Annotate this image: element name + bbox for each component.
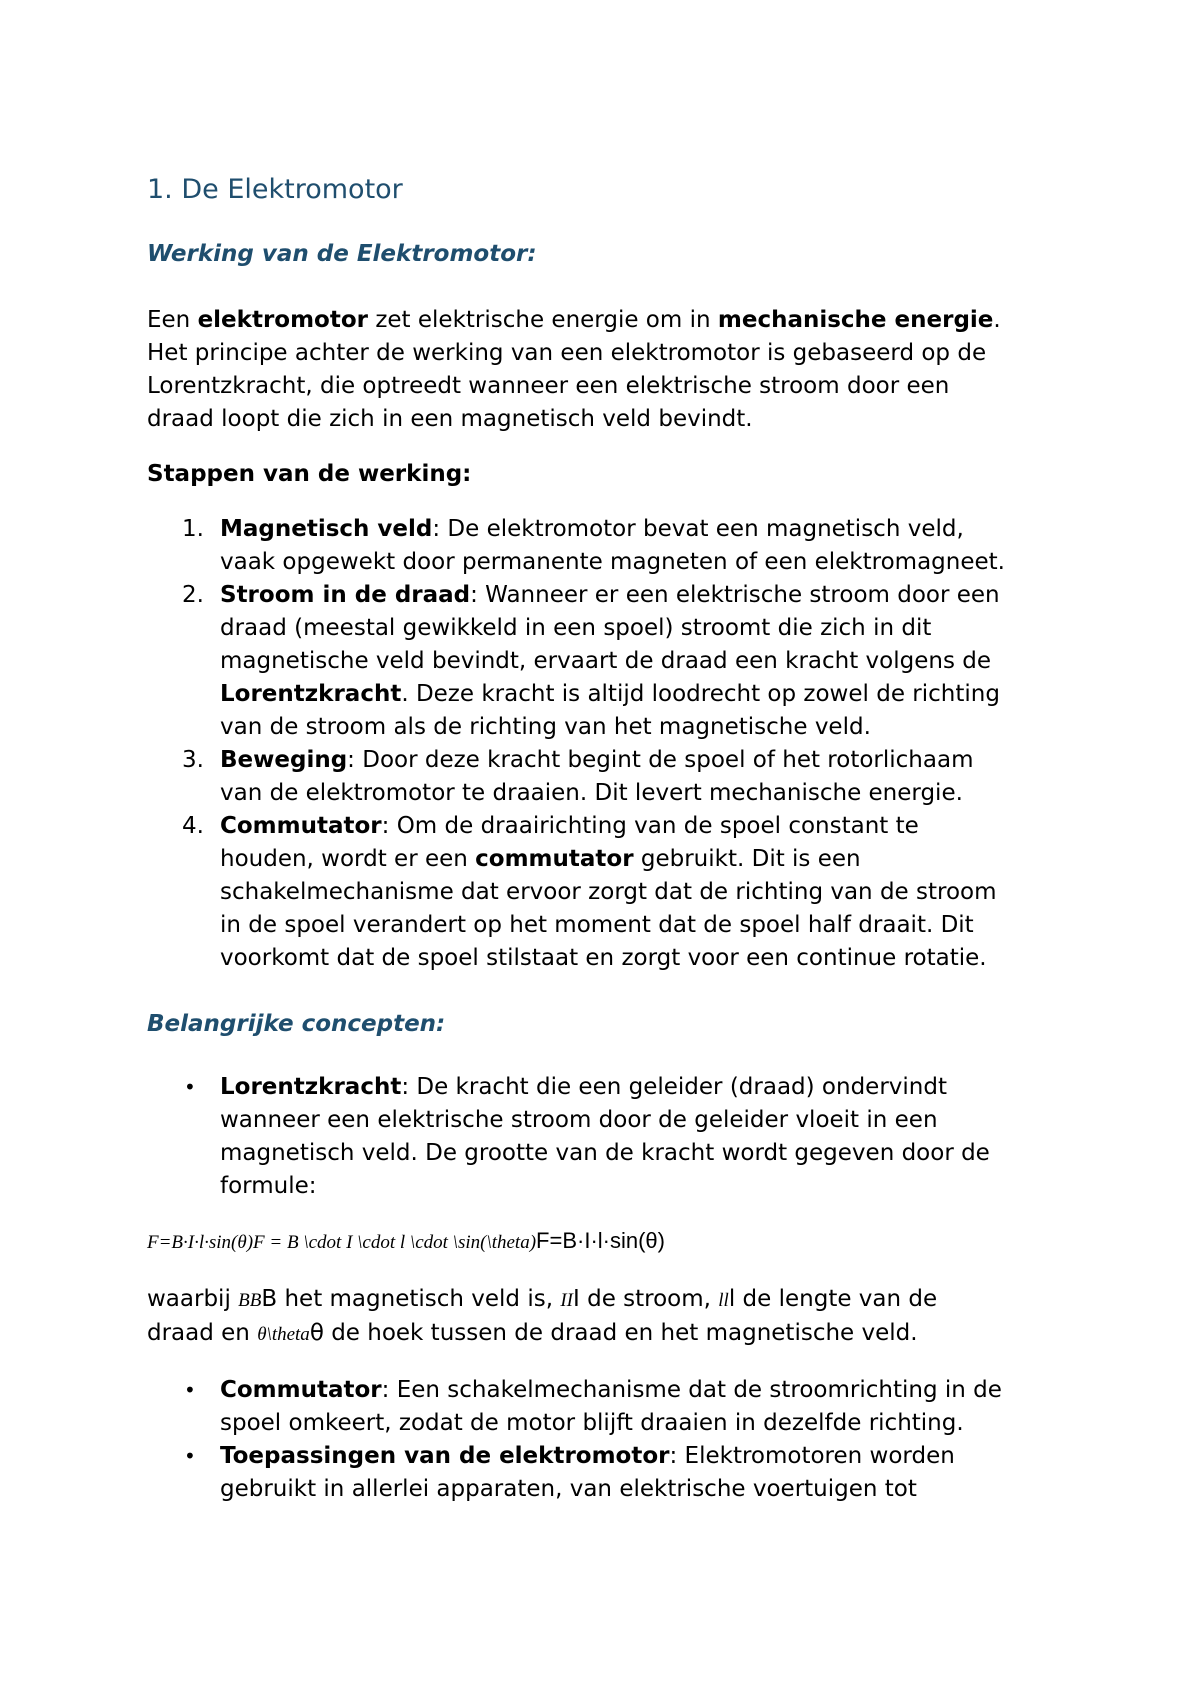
concept-term: Commutator (220, 1377, 382, 1403)
formula-explanation (147, 1283, 1067, 1351)
document-title: 1. De Elektromotor (147, 174, 403, 205)
concept-term: Lorentzkracht (220, 1074, 402, 1100)
step-text: magnetische veld bevindt, ervaart de draad een kracht volgens de (220, 648, 991, 674)
concept-text: formule: (220, 1173, 317, 1199)
concept-text: : Een schakelmechanisme dat de stroomrichting in de (381, 1377, 1002, 1403)
step-text: vaak opgewekt door permanente magneten of een elektromagneet. (220, 549, 1005, 575)
step-text: : Om de draairichting van de spoel constant te (381, 813, 919, 839)
concept-term: Toepassingen van de elektromotor (220, 1443, 670, 1469)
explanation-text: I de stroom, (573, 1286, 719, 1312)
concept-text: : Elektromotoren worden (669, 1443, 955, 1469)
explanation-text: B het magnetisch veld is, (261, 1286, 561, 1312)
explanation-text: l de lengte van de (728, 1286, 938, 1312)
step-text: draad (meestal gewikkeld in een spoel) stroomt die zich in dit (220, 615, 932, 641)
list-item (147, 810, 1067, 975)
step-text: schakelmechanisme dat ervoor zorgt dat de richting van de stroom (220, 879, 997, 905)
section-heading-werking: Werking van de Elektromotor: (147, 241, 537, 267)
intro-line-4: draad loopt die zich in een magnetisch veld bevindt. (147, 406, 753, 432)
inline-tex: BB (238, 1290, 262, 1311)
intro-line-2: Het principe achter de werking van een elektromotor is gebaseerd op de (147, 340, 987, 366)
steps-list (147, 513, 1067, 975)
concepts-list (147, 1071, 1067, 1203)
concept-text: gebruikt in allerlei apparaten, van elektrische voertuigen tot (220, 1476, 917, 1502)
inline-tex: II (560, 1290, 573, 1311)
list-item (147, 1440, 1067, 1506)
concepts-list-continued (147, 1374, 1067, 1506)
step-term: Lorentzkracht (220, 681, 402, 707)
list-item (147, 579, 1067, 744)
list-item (147, 1071, 1067, 1203)
intro-paragraph (147, 304, 1067, 436)
lorentz-formula (147, 1224, 1067, 1259)
list-item (147, 1374, 1067, 1440)
explanation-text: draad en (147, 1320, 258, 1346)
explanation-text: θ de hoek tussen de draad en het magnetische veld. (309, 1320, 918, 1346)
stappen-heading: Stappen van de werking: (147, 461, 472, 487)
step-text: houden, wordt er een (220, 846, 476, 872)
intro-text: zet elektrische energie om in (368, 307, 718, 333)
concept-text: magnetisch veld. De grootte van de kracht wordt gegeven door de (220, 1140, 990, 1166)
step-term: Magnetisch veld (220, 516, 433, 542)
bullet-icon: • (184, 1444, 196, 1468)
concept-text: wanneer een elektrische stroom door de geleider vloeit in een (220, 1107, 938, 1133)
inline-tex: ll (718, 1290, 729, 1311)
step-term: commutator (475, 846, 634, 872)
step-text: : De elektromotor bevat een magnetisch veld, (432, 516, 964, 542)
inline-tex: θ\theta (257, 1324, 310, 1345)
step-term: Commutator (220, 813, 382, 839)
formula-rendered: F=B·I·l·sin(θ) (536, 1228, 665, 1253)
list-number: 4. (182, 813, 204, 839)
step-term: Stroom in de draad (220, 582, 471, 608)
intro-line-1 (147, 304, 1067, 337)
formula-tex-source: F=B·I·l·sin(θ)F = B \cdot I \cdot l \cdot \sin(\theta) (147, 1232, 537, 1253)
list-item (147, 744, 1067, 810)
section-heading-concepten: Belangrijke concepten: (147, 1011, 446, 1037)
explanation-text: waarbij (147, 1286, 239, 1312)
step-text: . Deze kracht is altijd loodrecht op zowel de richting (401, 681, 1000, 707)
list-number: 3. (182, 747, 204, 773)
step-text: gebruikt. Dit is een (633, 846, 861, 872)
step-text: : Door deze kracht begint de spoel of het rotorlichaam (347, 747, 974, 773)
list-number: 1. (182, 516, 204, 542)
intro-line-3: Lorentzkracht, die optreedt wanneer een elektrische stroom door een (147, 373, 950, 399)
intro-text: Een (147, 307, 198, 333)
list-item (147, 513, 1067, 579)
concept-text: : De kracht die een geleider (draad) ondervindt (401, 1074, 947, 1100)
step-text: van de stroom als de richting van het magnetische veld. (220, 714, 871, 740)
step-text: in de spoel verandert op het moment dat de spoel half draait. Dit (220, 912, 974, 938)
bullet-icon: • (184, 1378, 196, 1402)
explanation-line-1 (147, 1283, 1067, 1317)
list-number: 2. (182, 582, 204, 608)
step-text: voorkomt dat de spoel stilstaat en zorgt voor een continue rotatie. (220, 945, 987, 971)
concept-text: spoel omkeert, zodat de motor blijft draaien in dezelfde richting. (220, 1410, 964, 1436)
document-page (147, 170, 1067, 1506)
step-text: van de elektromotor te draaien. Dit levert mechanische energie. (220, 780, 963, 806)
intro-bold-mechanische-energie: mechanische energie (717, 307, 994, 333)
step-term: Beweging (220, 747, 348, 773)
step-text: : Wanneer er een elektrische stroom door een (470, 582, 1000, 608)
intro-bold-elektromotor: elektromotor (197, 307, 369, 333)
explanation-line-2 (147, 1317, 1067, 1351)
bullet-icon: • (184, 1075, 196, 1099)
intro-text: . (993, 307, 1001, 333)
